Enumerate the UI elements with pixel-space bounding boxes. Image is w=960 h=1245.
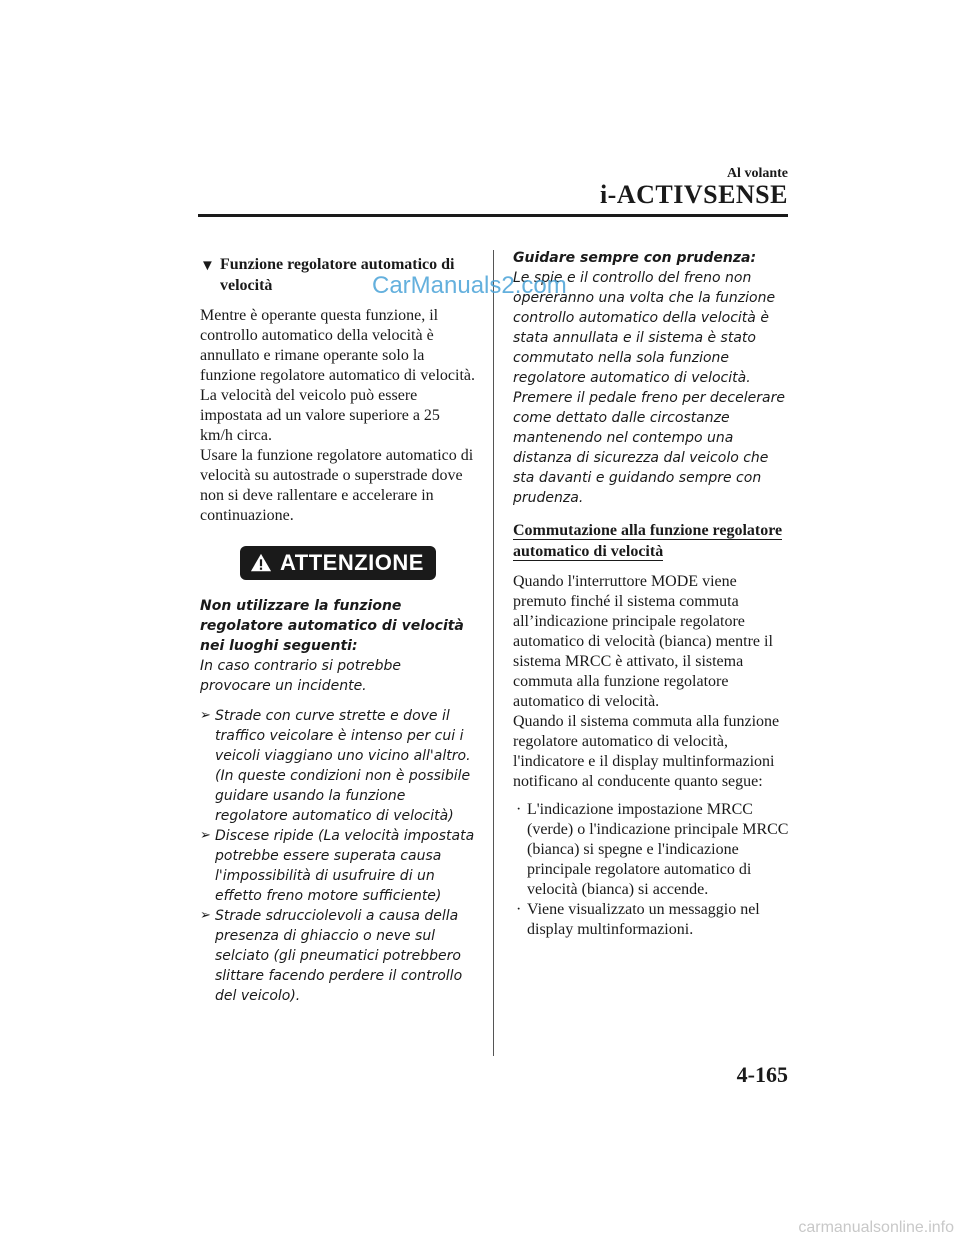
list-item bbox=[513, 800, 793, 900]
notification-list bbox=[513, 800, 793, 940]
warning-lead: Non utilizzare la funzione regolatore automatico di velocità nei luoghi seguenti: bbox=[200, 598, 464, 654]
list-item bbox=[200, 906, 476, 1006]
header-rule bbox=[198, 214, 788, 217]
chapter-title: i-ACTIVSENSE bbox=[599, 180, 788, 209]
left-column bbox=[200, 250, 476, 1006]
list-item-text: Discese ripide (La velocità impostata potrebbe essere superata causa l'impossibilità di usufruire di un effetto freno motore sufficiente) bbox=[215, 828, 475, 904]
list-item bbox=[513, 900, 793, 940]
warning-text: In caso contrario si potrebbe provocare un incidente. bbox=[200, 658, 401, 694]
arrow-bullet-icon: ➢ bbox=[200, 908, 211, 923]
paragraph: Quando il sistema commuta alla funzione regolatore automatico di velocità, l'indicatore e il display multinformazioni notificano al conducente quanto segue: bbox=[513, 713, 780, 790]
caution-text: Le spie e il controllo del freno non opereranno una volta che la funzione controllo automatico della velocità è stata annullata e il sistema è stato commutato nella sola funzione regolatore automatico di velocità. Premere il pedale freno per decelerare come dettato dalle circostanze mantenendo nel contempo una distanza di sicurezza dal veicolo che sta davanti e guidando sempre con prudenza. bbox=[513, 270, 785, 506]
triangle-down-icon: ▼ bbox=[200, 258, 215, 274]
sub-heading-text: Commutazione alla funzione regolatore automatico di velocità bbox=[513, 522, 783, 560]
section-label: Al volante bbox=[726, 166, 788, 181]
dot-bullet-icon: · bbox=[516, 801, 522, 818]
list-item bbox=[200, 826, 476, 906]
page-number: 4-165 bbox=[736, 1062, 788, 1087]
paragraph: Usare la funzione regolatore automatico di velocità su autostrade o superstrade dove non si deve rallentare e accelerare in continuazione. bbox=[200, 447, 474, 524]
switch-text bbox=[513, 572, 793, 792]
paragraph: Mentre è operante questa funzione, il controllo automatico della velocità è annullato e rimane operante solo la funzione regolatore automatico di velocità. bbox=[200, 307, 475, 384]
warning-list bbox=[200, 706, 476, 1006]
list-item bbox=[200, 706, 476, 826]
footer-watermark: carmanualsonline.info bbox=[798, 1219, 954, 1236]
list-item-text: Strade con curve strette e dove il traffico veicolare è intenso per cui i veicoli viaggiano uno vicino all'altro. (In queste condizioni non è possibile guidare usando la funzione regolatore automatico di velocità) bbox=[215, 708, 471, 824]
warning-body bbox=[200, 596, 476, 1006]
list-item-text: Strade sdrucciolevoli a causa della presenza di ghiaccio o neve sul selciato (gli pneumatici potrebbero slittare facendo perdere il controllo del veicolo). bbox=[215, 908, 463, 1004]
warning-icon bbox=[250, 552, 272, 574]
warning-badge bbox=[240, 546, 436, 580]
right-column bbox=[513, 248, 793, 940]
dot-bullet-icon: · bbox=[516, 901, 522, 918]
arrow-bullet-icon: ➢ bbox=[200, 708, 211, 723]
caution-lead: Guidare sempre con prudenza: bbox=[513, 250, 757, 266]
warning-header bbox=[200, 546, 476, 580]
list-item-text: L'indicazione impostazione MRCC (verde) o l'indicazione principale MRCC (bianca) si spegne e l'indicazione principale regolatore automatico di velocità (bianca) si accende. bbox=[527, 801, 789, 898]
column-divider bbox=[493, 250, 494, 1056]
paragraph: Quando l'interruttore MODE viene premuto finché il sistema commuta all’indicazione principale regolatore automatico di velocità (bianca) mentre il sistema MRCC è attivato, il sistema commuta alla funzione regolatore automatico di velocità. bbox=[513, 573, 773, 710]
arrow-bullet-icon: ➢ bbox=[200, 828, 211, 843]
intro-text bbox=[200, 306, 476, 526]
warning-label: ATTENZIONE bbox=[280, 550, 424, 575]
section-heading-text: Funzione regolatore automatico di velocità bbox=[220, 256, 455, 294]
paragraph: La velocità del veicolo può essere impostata ad un valore superiore a 25 km/h circa. bbox=[200, 387, 440, 444]
watermark-logo: CarManuals2.com bbox=[372, 272, 567, 299]
sub-heading bbox=[513, 520, 793, 562]
list-item-text: Viene visualizzato un messaggio nel display multinformazioni. bbox=[527, 901, 760, 938]
